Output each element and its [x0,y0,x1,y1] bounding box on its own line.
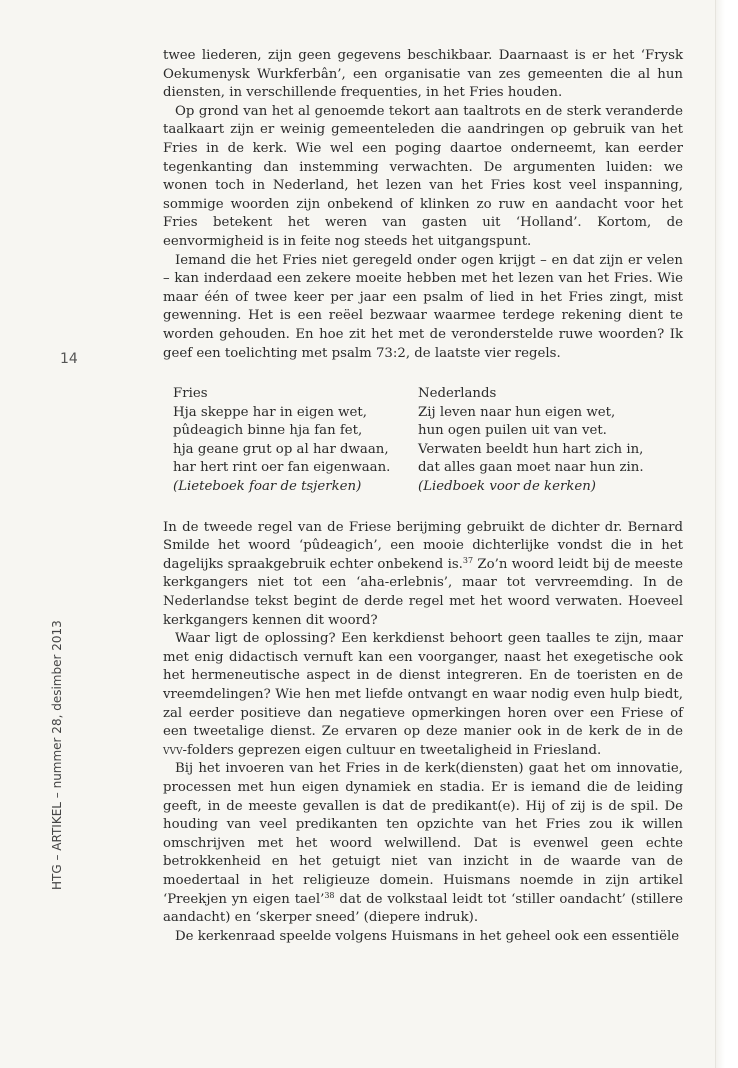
paragraph-5 [163,630,683,760]
paragraph-5-text-a: Waar ligt de oplossing? Een kerkdienst behoort geen taalles te zijn, maar met enig didactisch vernuft kan een voorganger, naast het exegetische ook het hermeneutische aspect in de dienst integreren. En de toeristen en de vreemdelingen? Wie hen met liefde ontvangt en waar nodig even hulp biedt, zal eerder positieve dan negatieve opmerkingen horen over een Friese of een tweetalige dienst. Ze ervaren op deze manier ook in de kerk de in de [163,631,683,740]
poem-line: dat alles gaan moet naar hun zin. [418,460,644,476]
paragraph-6-text-a: Bij het invoeren van het Fries in de kerk(diensten) gaat het om innovatie, processen met hun eigen dynamiek en stadia. Er is iemand die de leiding geeft, in de meeste gevallen is dat de predikant(e). Hij of zij is de spil. De houding van veel predikanten ten opzichte van het Fries zou ik willen omschrijven met het woord welwillend. Dat is evenwel geen echte betrokkenheid en het getuigt niet van inzicht in de waarde van de moedertaal in het religieuze domein. Huismans noemde in zijn artikel ‘Preekjen yn eigen tael’ [163,761,683,907]
psalm-comparison [173,385,673,497]
poem-line: har hert rint oer fan eigenwaan. [173,460,391,476]
paragraph-2: Op grond van het al genoemde tekort aan taaltrots en de sterk veranderde taalkaart zijn er weinig gemeenteleden die aandringen op gebruik van het Fries in de kerk. Wie wel een poging daartoe onderneemt, kan eerder tegenkanting dan instemming verwachten. De argumenten luiden: we wonen toch in Nederland, het lezen van het Fries kost veel inspanning, sommige woorden zijn onbekend of klinken zo ruw en aandacht voor het Fries betekent het weren van gasten uit ‘Holland’. Kortom, de eenvormigheid is in feite nog steeds het uitgangspunt. [163,103,683,249]
vvv-abbrev: vvv [163,742,183,758]
page-edge [715,0,738,1068]
poem-source: (Liedboek voor de kerken) [418,479,596,495]
poem-line: Zij leven naar hun eigen wet, [418,404,616,420]
footnote-ref-37: 37 [462,555,474,565]
paragraph-4-text-b: Zo’n woord leidt bij de meeste kerkgangers niet tot een ‘aha-erlebnis’, maar tot vervreemding. In de Nederlandse tekst begint de derde regel met het woord verwaten. Hoeveel kerkgangers kennen dit woord? [163,556,683,628]
poem-nederlands [418,385,663,497]
footnote-ref-38: 38 [324,890,335,900]
poem-line: pûdeagich binne hja fan fet, [173,423,363,439]
paragraph-4 [163,519,683,631]
paragraph-4-text-a: In de tweede regel van de Friese berijming gebruikt de dichter dr. Bernard Smilde het woord ‘pûdeagich’, een mooie dichterlijke vondst die in het dagelijks spraakgebruik echter onbekend is. [163,519,683,572]
poem-fries [173,385,418,497]
paragraph-1: twee liederen, zijn geen gegevens beschikbaar. Daarnaast is er het ‘Frysk Oekumenysk Wurkferbân’, een organisatie van zes gemeenten die al hun diensten, in verschillende frequenties, in het Fries houden. [163,48,683,101]
poem-line: hun ogen puilen uit van vet. [418,423,607,439]
poem-line: Verwaten beeldt hun hart zich in, [418,441,644,457]
poem-heading: Nederlands [418,386,497,402]
poem-line: hja geane grut op al har dwaan, [173,441,389,457]
paragraph-6-text-b: dat de volkstaal leidt tot ‘stiller oandacht’ (stillere aandacht) en ‘skerper sneed’ (diepere indruk). [163,891,683,926]
page-number: 14 [60,351,78,367]
article-body [163,47,683,946]
paragraph-3: Iemand die het Fries niet geregeld onder ogen krijgt – en dat zijn er velen – kan inderdaad een zekere moeite hebben met het lezen van het Fries. Wie maar één of twee keer per jaar een psalm of lied in het Fries zingt, mist gewenning. Het is een reëel bezwaar waarmee terdege rekening dient te worden gehouden. En hoe zit het met de veronderstelde ruwe woorden? Ik geef een toelichting met psalm 73:2, de laatste vier regels. [163,252,683,361]
poem-line: Hja skeppe har in eigen wet, [173,404,367,420]
poem-source: (Lieteboek foar de tsjerken) [173,479,362,495]
poem-heading: Fries [173,386,208,402]
paragraph-6 [163,760,683,927]
paragraph-5-text-b: -folders geprezen eigen cultuur en tweetaligheid in Friesland. [182,742,602,758]
paragraph-7: De kerkenraad speelde volgens Huismans in het geheel ook een essentiële [175,928,680,944]
running-head: HTG – ARTIKEL – nummer 28, desimber 2013 [50,620,64,890]
